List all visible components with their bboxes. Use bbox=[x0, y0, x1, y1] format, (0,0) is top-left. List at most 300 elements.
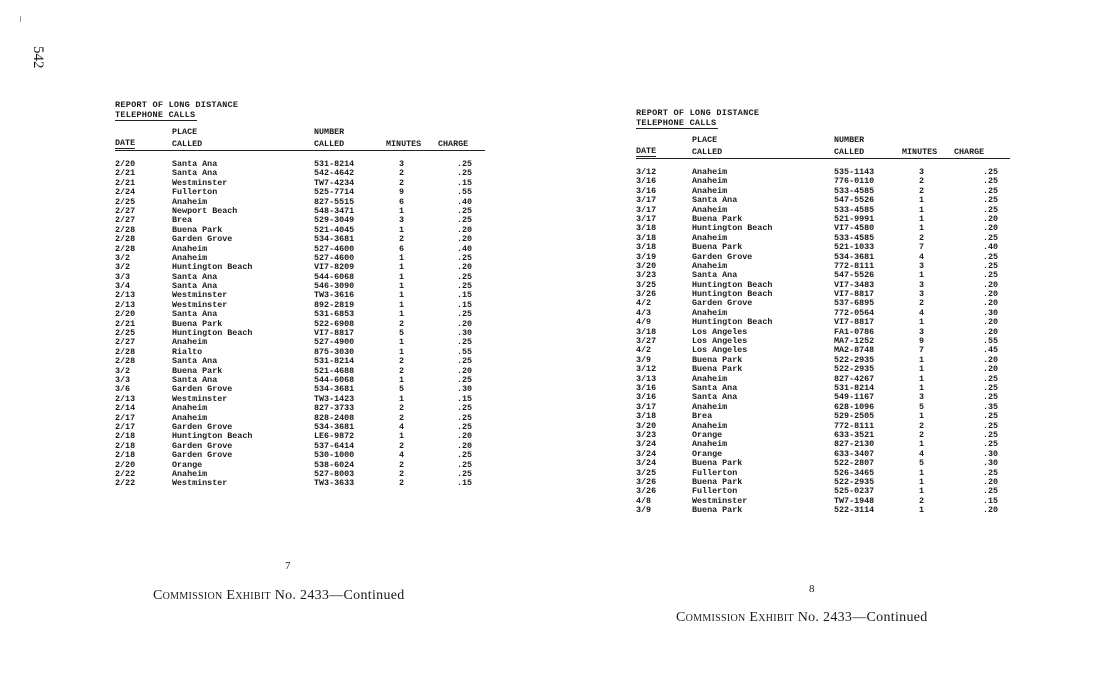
cell-place: Anaheim bbox=[692, 420, 728, 431]
cell-charge: .20 bbox=[983, 289, 999, 300]
header-rule bbox=[636, 158, 1010, 159]
cell-date: 3/17 bbox=[636, 204, 657, 215]
cell-charge: .25 bbox=[983, 270, 999, 281]
cell-minutes: 2 bbox=[919, 429, 925, 440]
cell-charge: .25 bbox=[983, 411, 999, 422]
cell-place: Huntington Beach bbox=[172, 262, 253, 273]
cell-place: Santa Ana bbox=[692, 195, 738, 206]
cell-charge: .25 bbox=[457, 468, 473, 479]
cell-date: 2/13 bbox=[115, 299, 136, 310]
cell-number: 531-6853 bbox=[314, 309, 355, 320]
cell-minutes: 2 bbox=[399, 356, 405, 367]
table-row bbox=[636, 506, 1010, 515]
cell-date: 2/28 bbox=[115, 346, 136, 357]
cell-number: 521-9991 bbox=[834, 213, 875, 224]
cell-place: Los Angeles bbox=[692, 326, 748, 337]
cell-place: Santa Ana bbox=[172, 374, 218, 385]
table-row bbox=[115, 479, 485, 488]
cell-number: 827-3733 bbox=[314, 403, 355, 414]
cell-date: 3/19 bbox=[636, 251, 657, 262]
cell-number: 537-6895 bbox=[834, 298, 875, 309]
cell-place: Santa Ana bbox=[172, 309, 218, 320]
cell-minutes: 1 bbox=[919, 223, 925, 234]
cell-date: 3/24 bbox=[636, 448, 657, 459]
cell-minutes: 1 bbox=[919, 270, 925, 281]
cell-charge: .35 bbox=[983, 401, 999, 412]
exhibit-caption-left bbox=[153, 588, 405, 604]
cell-minutes: 2 bbox=[399, 168, 405, 179]
cell-charge: .30 bbox=[983, 458, 999, 469]
cell-date: 3/18 bbox=[636, 223, 657, 234]
table-row bbox=[115, 160, 485, 169]
cell-number: VI7-3483 bbox=[834, 279, 875, 290]
cell-number: 828-2408 bbox=[314, 412, 355, 423]
cell-minutes: 7 bbox=[919, 345, 925, 356]
header-rule bbox=[115, 150, 485, 151]
table-row bbox=[115, 451, 485, 460]
cell-number: 772-8111 bbox=[834, 420, 875, 431]
cell-date: 3/16 bbox=[636, 185, 657, 196]
cell-place: Huntington Beach bbox=[172, 328, 253, 339]
cell-place: Westminster bbox=[172, 177, 228, 188]
cell-minutes: 1 bbox=[399, 309, 405, 320]
cell-number: 522-2935 bbox=[834, 364, 875, 375]
call-list bbox=[636, 168, 1010, 515]
cell-place: Los Angeles bbox=[692, 336, 748, 347]
cell-number: 547-5526 bbox=[834, 270, 875, 281]
cell-charge: .20 bbox=[983, 476, 999, 487]
cell-number: 534-3681 bbox=[314, 384, 355, 395]
cell-date: 2/25 bbox=[115, 328, 136, 339]
cell-number: TW7-4234 bbox=[314, 177, 355, 188]
cell-number: 525-7714 bbox=[314, 187, 355, 198]
cell-minutes: 2 bbox=[399, 478, 405, 489]
header-number-bottom: CALLED bbox=[314, 138, 345, 149]
cell-number: 533-4585 bbox=[834, 232, 875, 243]
cell-minutes: 1 bbox=[399, 431, 405, 442]
cell-place: Buena Park bbox=[692, 364, 743, 375]
cell-minutes: 2 bbox=[399, 234, 405, 245]
cell-charge: .20 bbox=[983, 326, 999, 337]
caption-title: Commission Exhibit bbox=[676, 610, 794, 625]
cell-minutes: 9 bbox=[919, 336, 925, 347]
cell-charge: .45 bbox=[983, 345, 999, 356]
header-charge: CHARGE bbox=[954, 146, 985, 157]
cell-charge: .20 bbox=[457, 431, 473, 442]
cell-date: 2/20 bbox=[115, 159, 136, 169]
table-row bbox=[115, 169, 485, 178]
cell-date: 2/18 bbox=[115, 440, 136, 451]
cell-minutes: 3 bbox=[919, 392, 925, 403]
cell-charge: .40 bbox=[457, 196, 473, 207]
cell-charge: .30 bbox=[457, 328, 473, 339]
cell-number: 531-8214 bbox=[834, 382, 875, 393]
cell-charge: .25 bbox=[983, 486, 999, 497]
cell-charge: .20 bbox=[983, 317, 999, 328]
cell-charge: .55 bbox=[457, 187, 473, 198]
cell-minutes: 1 bbox=[399, 262, 405, 273]
cell-minutes: 1 bbox=[919, 439, 925, 450]
cell-place: Buena Park bbox=[172, 318, 223, 329]
cell-minutes: 2 bbox=[919, 495, 925, 506]
header-place-top: PLACE bbox=[172, 127, 198, 137]
cell-charge: .25 bbox=[457, 205, 473, 216]
cell-number: 772-8111 bbox=[834, 260, 875, 271]
report-title-line2: TELEPHONE CALLS bbox=[115, 110, 196, 120]
cell-charge: .25 bbox=[457, 271, 473, 282]
cell-charge: .25 bbox=[983, 176, 999, 187]
cell-charge: .25 bbox=[983, 260, 999, 271]
cell-date: 3/17 bbox=[636, 401, 657, 412]
cell-date: 2/20 bbox=[115, 309, 136, 320]
cell-minutes: 2 bbox=[399, 318, 405, 329]
cell-charge: .20 bbox=[457, 318, 473, 329]
cell-place: Santa Ana bbox=[172, 168, 218, 179]
cell-minutes: 4 bbox=[399, 450, 405, 461]
cell-number: 530-1000 bbox=[314, 450, 355, 461]
caption-number: No. 2433—Continued bbox=[274, 588, 405, 603]
cell-charge: .20 bbox=[457, 234, 473, 245]
cell-number: 549-1167 bbox=[834, 392, 875, 403]
cell-date: 4/3 bbox=[636, 307, 652, 318]
cell-charge: .30 bbox=[983, 307, 999, 318]
cell-date: 3/16 bbox=[636, 176, 657, 187]
cell-minutes: 1 bbox=[919, 204, 925, 215]
cell-date: 2/28 bbox=[115, 243, 136, 254]
cell-charge: .25 bbox=[983, 204, 999, 215]
table-row bbox=[115, 423, 485, 432]
cell-place: Westminster bbox=[172, 478, 228, 489]
cell-number: 522-2807 bbox=[834, 458, 875, 469]
cell-minutes: 1 bbox=[919, 476, 925, 487]
cell-date: 3/18 bbox=[636, 326, 657, 337]
cell-number: 529-3049 bbox=[314, 215, 355, 226]
cell-number: 521-4045 bbox=[314, 224, 355, 235]
cell-charge: .20 bbox=[983, 354, 999, 365]
table-row bbox=[115, 432, 485, 441]
cell-minutes: 5 bbox=[399, 328, 405, 339]
cell-number: 544-6068 bbox=[314, 271, 355, 282]
table-row bbox=[115, 404, 485, 413]
cell-date: 3/13 bbox=[636, 373, 657, 384]
cell-date: 3/24 bbox=[636, 458, 657, 469]
cell-place: Brea bbox=[172, 215, 193, 226]
cell-number: TW3-3616 bbox=[314, 290, 355, 301]
cell-place: Huntington Beach bbox=[692, 317, 773, 328]
cell-number: 827-4267 bbox=[834, 373, 875, 384]
cell-charge: .25 bbox=[983, 185, 999, 196]
cell-charge: .20 bbox=[457, 365, 473, 376]
cell-date: 3/18 bbox=[636, 232, 657, 243]
cell-number: 527-4600 bbox=[314, 243, 355, 254]
cell-place: Orange bbox=[692, 429, 723, 440]
cell-place: Newport Beach bbox=[172, 205, 238, 216]
cell-charge: .25 bbox=[457, 450, 473, 461]
cell-number: VI7-8817 bbox=[834, 289, 875, 300]
cell-date: 2/28 bbox=[115, 234, 136, 245]
cell-place: Buena Park bbox=[172, 224, 223, 235]
cell-minutes: 1 bbox=[399, 224, 405, 235]
cell-minutes: 1 bbox=[399, 393, 405, 404]
cell-place: Buena Park bbox=[172, 365, 223, 376]
cell-number: VI7-8209 bbox=[314, 262, 355, 273]
cell-number: 537-6414 bbox=[314, 440, 355, 451]
cell-number: VI7-8817 bbox=[314, 328, 355, 339]
header-number-top: NUMBER bbox=[314, 127, 345, 137]
cell-date: 3/12 bbox=[636, 167, 657, 177]
cell-date: 2/13 bbox=[115, 290, 136, 301]
cell-place: Anaheim bbox=[692, 232, 728, 243]
cell-date: 3/4 bbox=[115, 281, 131, 292]
cell-date: 2/22 bbox=[115, 478, 136, 489]
cell-minutes: 3 bbox=[399, 159, 405, 169]
cell-minutes: 6 bbox=[399, 196, 405, 207]
cell-minutes: 1 bbox=[399, 337, 405, 348]
header-place-bottom: CALLED bbox=[172, 138, 203, 149]
cell-charge: .25 bbox=[457, 159, 473, 169]
cell-charge: .25 bbox=[983, 439, 999, 450]
cell-date: 3/16 bbox=[636, 382, 657, 393]
table-row bbox=[115, 235, 485, 244]
cell-date: 2/21 bbox=[115, 177, 136, 188]
cell-minutes: 1 bbox=[919, 213, 925, 224]
cell-number: VI7-8817 bbox=[834, 317, 875, 328]
cell-minutes: 1 bbox=[399, 281, 405, 292]
cell-charge: .15 bbox=[457, 177, 473, 188]
cell-date: 4/8 bbox=[636, 495, 652, 506]
cell-minutes: 2 bbox=[399, 403, 405, 414]
cell-number: 531-8214 bbox=[314, 356, 355, 367]
cell-charge: .15 bbox=[983, 495, 999, 506]
page-number-left: 7 bbox=[285, 560, 291, 572]
table-row bbox=[115, 348, 485, 357]
caption-number: No. 2433—Continued bbox=[797, 610, 928, 625]
cell-place: Buena Park bbox=[692, 505, 743, 516]
cell-number: 772-0564 bbox=[834, 307, 875, 318]
cell-place: Garden Grove bbox=[172, 440, 233, 451]
cell-charge: .55 bbox=[983, 336, 999, 347]
cell-date: 3/26 bbox=[636, 486, 657, 497]
cell-number: 534-3681 bbox=[314, 421, 355, 432]
cell-place: Garden Grove bbox=[172, 234, 233, 245]
cell-date: 4/2 bbox=[636, 345, 652, 356]
cell-place: Anaheim bbox=[172, 337, 208, 348]
cell-number: 527-4900 bbox=[314, 337, 355, 348]
cell-date: 2/25 bbox=[115, 196, 136, 207]
cell-place: Orange bbox=[692, 448, 723, 459]
cell-number: 827-2130 bbox=[834, 439, 875, 450]
right-page bbox=[636, 108, 1010, 515]
cell-minutes: 1 bbox=[399, 299, 405, 310]
cell-minutes: 2 bbox=[919, 420, 925, 431]
cell-place: Anaheim bbox=[172, 252, 208, 263]
cell-charge: .30 bbox=[457, 384, 473, 395]
cell-place: Los Angeles bbox=[692, 345, 748, 356]
cell-date: 3/9 bbox=[636, 505, 652, 516]
cell-date: 3/26 bbox=[636, 476, 657, 487]
cell-place: Rialto bbox=[172, 346, 203, 357]
header-number-top: NUMBER bbox=[834, 135, 865, 145]
cell-charge: .20 bbox=[983, 213, 999, 224]
table-row bbox=[115, 188, 485, 197]
cell-date: 4/9 bbox=[636, 317, 652, 328]
cell-place: Buena Park bbox=[692, 458, 743, 469]
cell-charge: .55 bbox=[457, 346, 473, 357]
cell-charge: .25 bbox=[983, 373, 999, 384]
header-number-bottom: CALLED bbox=[834, 146, 865, 157]
cell-charge: .25 bbox=[457, 309, 473, 320]
cell-date: 2/27 bbox=[115, 337, 136, 348]
cell-minutes: 7 bbox=[919, 242, 925, 253]
cell-date: 3/27 bbox=[636, 336, 657, 347]
cell-number: 521-1033 bbox=[834, 242, 875, 253]
cell-number: TW3-1423 bbox=[314, 393, 355, 404]
cell-charge: .25 bbox=[983, 232, 999, 243]
table-row bbox=[115, 414, 485, 423]
cell-place: Anaheim bbox=[172, 412, 208, 423]
cell-minutes: 4 bbox=[919, 448, 925, 459]
cell-place: Anaheim bbox=[692, 373, 728, 384]
cell-number: 633-3407 bbox=[834, 448, 875, 459]
cell-number: FA1-0786 bbox=[834, 326, 875, 337]
cell-place: Westminster bbox=[172, 393, 228, 404]
cell-date: 3/18 bbox=[636, 242, 657, 253]
cell-minutes: 6 bbox=[399, 243, 405, 254]
cell-minutes: 3 bbox=[919, 279, 925, 290]
cell-place: Fullerton bbox=[692, 467, 738, 478]
cell-place: Brea bbox=[692, 411, 713, 422]
left-page bbox=[115, 100, 485, 489]
cell-minutes: 2 bbox=[919, 185, 925, 196]
cell-date: 2/17 bbox=[115, 412, 136, 423]
cell-place: Anaheim bbox=[692, 167, 728, 177]
cell-date: 3/12 bbox=[636, 364, 657, 375]
cell-number: TW7-1948 bbox=[834, 495, 875, 506]
cell-charge: .15 bbox=[457, 478, 473, 489]
cell-minutes: 3 bbox=[919, 326, 925, 337]
table-row bbox=[115, 245, 485, 254]
exhibit-caption-right bbox=[676, 610, 928, 626]
table-row bbox=[115, 291, 485, 300]
cell-number: 533-4585 bbox=[834, 185, 875, 196]
table-row bbox=[115, 470, 485, 479]
cell-charge: .15 bbox=[457, 299, 473, 310]
cell-minutes: 4 bbox=[919, 251, 925, 262]
header-charge: CHARGE bbox=[438, 138, 469, 149]
header-place-top: PLACE bbox=[692, 135, 718, 145]
cell-place: Orange bbox=[172, 459, 203, 470]
report-title bbox=[636, 108, 1010, 129]
cell-charge: .20 bbox=[457, 440, 473, 451]
cell-charge: .25 bbox=[457, 421, 473, 432]
cell-number: 527-4600 bbox=[314, 252, 355, 263]
cell-minutes: 2 bbox=[399, 412, 405, 423]
cell-minutes: 2 bbox=[919, 176, 925, 187]
table-row bbox=[115, 442, 485, 451]
header-minutes: MINUTES bbox=[386, 138, 422, 149]
cell-minutes: 2 bbox=[919, 298, 925, 309]
cell-charge: .25 bbox=[983, 382, 999, 393]
cell-place: Santa Ana bbox=[692, 270, 738, 281]
cell-number: MA2-8748 bbox=[834, 345, 875, 356]
cell-place: Garden Grove bbox=[692, 298, 753, 309]
cell-minutes: 5 bbox=[399, 384, 405, 395]
table-row bbox=[115, 273, 485, 282]
cell-charge: .15 bbox=[457, 290, 473, 301]
cell-charge: .25 bbox=[983, 392, 999, 403]
cell-place: Huntington Beach bbox=[692, 279, 773, 290]
cell-place: Buena Park bbox=[692, 213, 743, 224]
cell-charge: .40 bbox=[457, 243, 473, 254]
cell-place: Buena Park bbox=[692, 476, 743, 487]
cell-place: Santa Ana bbox=[172, 159, 218, 169]
cell-minutes: 1 bbox=[919, 364, 925, 375]
scan-mark bbox=[20, 16, 21, 22]
cell-minutes: 1 bbox=[919, 195, 925, 206]
cell-minutes: 1 bbox=[919, 467, 925, 478]
cell-minutes: 1 bbox=[399, 252, 405, 263]
cell-charge: .20 bbox=[983, 223, 999, 234]
cell-minutes: 1 bbox=[919, 382, 925, 393]
cell-place: Fullerton bbox=[172, 187, 218, 198]
cell-number: 522-6908 bbox=[314, 318, 355, 329]
cell-place: Garden Grove bbox=[692, 251, 753, 262]
cell-minutes: 4 bbox=[399, 421, 405, 432]
cell-place: Garden Grove bbox=[172, 450, 233, 461]
cell-date: 3/23 bbox=[636, 270, 657, 281]
cell-charge: .20 bbox=[983, 298, 999, 309]
cell-date: 2/20 bbox=[115, 459, 136, 470]
cell-charge: .20 bbox=[457, 224, 473, 235]
cell-place: Anaheim bbox=[692, 401, 728, 412]
cell-charge: .25 bbox=[457, 252, 473, 263]
table-row bbox=[115, 338, 485, 347]
cell-charge: .25 bbox=[983, 420, 999, 431]
header-minutes: MINUTES bbox=[902, 146, 938, 157]
cell-number: 521-4688 bbox=[314, 365, 355, 376]
cell-charge: .25 bbox=[457, 215, 473, 226]
cell-date: 3/6 bbox=[115, 384, 131, 395]
cell-number: MA7-1252 bbox=[834, 336, 875, 347]
cell-minutes: 3 bbox=[919, 260, 925, 271]
cell-minutes: 3 bbox=[399, 215, 405, 226]
cell-date: 2/28 bbox=[115, 356, 136, 367]
cell-minutes: 5 bbox=[919, 401, 925, 412]
cell-place: Anaheim bbox=[172, 468, 208, 479]
table-row bbox=[115, 320, 485, 329]
cell-charge: .25 bbox=[457, 337, 473, 348]
cell-charge: .25 bbox=[457, 459, 473, 470]
cell-date: 3/20 bbox=[636, 260, 657, 271]
cell-place: Santa Ana bbox=[692, 392, 738, 403]
cell-place: Santa Ana bbox=[172, 281, 218, 292]
cell-date: 3/2 bbox=[115, 262, 131, 273]
cell-date: 3/3 bbox=[115, 271, 131, 282]
cell-charge: .30 bbox=[983, 448, 999, 459]
cell-minutes: 3 bbox=[919, 289, 925, 300]
cell-date: 3/17 bbox=[636, 195, 657, 206]
table-row bbox=[115, 385, 485, 394]
cell-number: 542-4642 bbox=[314, 168, 355, 179]
cell-date: 2/13 bbox=[115, 393, 136, 404]
cell-charge: .40 bbox=[983, 242, 999, 253]
table-row bbox=[115, 179, 485, 188]
cell-place: Buena Park bbox=[692, 354, 743, 365]
cell-date: 2/22 bbox=[115, 468, 136, 479]
table-row bbox=[115, 226, 485, 235]
table-row bbox=[115, 216, 485, 225]
cell-number: 526-3465 bbox=[834, 467, 875, 478]
